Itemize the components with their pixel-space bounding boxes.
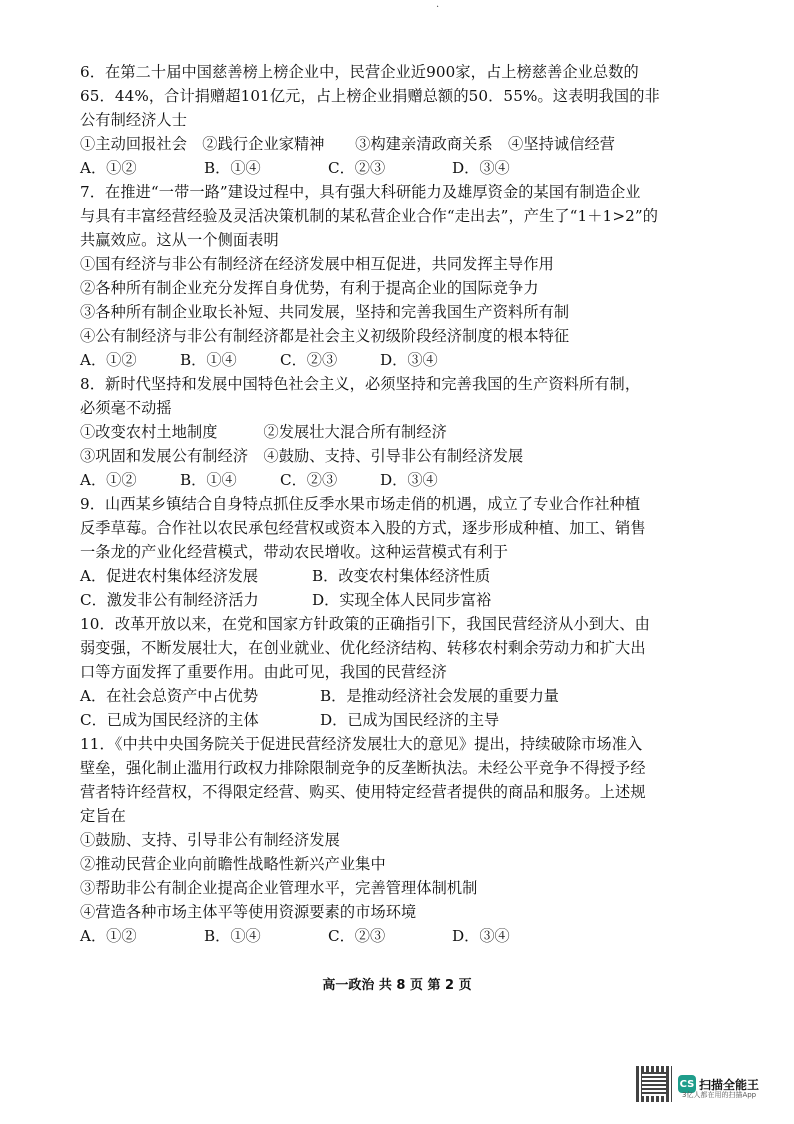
- statement-line: ③帮助非公有制企业提高企业管理水平，完善管理体制机制: [80, 879, 478, 897]
- question-text-line: 与具有丰富经营经验及灵活决策机制的某私营企业合作“走出去”，产生了“1＋1>2”的: [80, 207, 659, 225]
- option-a: A．①②: [80, 351, 137, 369]
- question-text-line: 公有制经济人士: [80, 111, 188, 129]
- statement-line: ①国有经济与非公有制经济在经济发展中相互促进，共同发挥主导作用: [80, 255, 554, 273]
- question-9: [80, 492, 720, 612]
- answer-options: [80, 924, 720, 948]
- page-footer: 高一政治 共 8 页 第 2 页: [322, 978, 472, 993]
- option-c: C．已成为国民经济的主体: [80, 711, 259, 729]
- statement-line: ③各种所有制企业取长补短、共同发展，坚持和完善我国生产资料所有制: [80, 303, 570, 321]
- question-text-line: 共赢效应。这从一个侧面表明: [80, 231, 279, 249]
- watermark-subtitle: 3亿人都在用的扫描App: [682, 1091, 757, 1099]
- qr-code-icon: [636, 1066, 672, 1102]
- option-c: C．激发非公有制经济活力: [80, 591, 259, 609]
- question-6: [80, 60, 720, 180]
- option-a: A．在社会总资产中占优势: [80, 687, 259, 705]
- question-text-line: 壁垒，强化制止滥用行政权力排除限制竞争的反垄断执法。未经公平竞争不得授予经: [80, 759, 646, 777]
- statement-line: ④营造各种市场主体平等使用资源要素的市场环境: [80, 903, 417, 921]
- answer-options-row: [80, 588, 720, 612]
- option-b: B．①④: [204, 927, 261, 945]
- scanner-watermark: [636, 1066, 759, 1102]
- option-d: D．③④: [380, 471, 438, 489]
- question-text-line: 10．改革开放以来，在党和国家方针政策的正确指引下，我国民营经济从小到大、由: [80, 615, 650, 633]
- question-text-line: 定旨在: [80, 807, 126, 825]
- statement-line: ③巩固和发展公有制经济 ④鼓励、支持、引导非公有制经济发展: [80, 447, 524, 465]
- question-text-line: 弱变强，不断发展壮大，在创业就业、优化经济结构、转移农村剩余劳动力和扩大出: [80, 639, 646, 657]
- option-d: D．③④: [452, 927, 510, 945]
- question-11: [80, 732, 720, 948]
- answer-options: [80, 156, 720, 180]
- statement-line: ①改变农村土地制度 ②发展壮大混合所有制经济: [80, 423, 447, 441]
- option-b: B．是推动经济社会发展的重要力量: [320, 687, 559, 705]
- question-text-line: 营者特许经营权，不得限定经营、购买、使用特定经营者提供的商品和服务。上述规: [80, 783, 646, 801]
- answer-options-row: [80, 564, 720, 588]
- question-text-line: 口等方面发挥了重要作用。由此可见，我国的民营经济: [80, 663, 447, 681]
- option-a: A．①②: [80, 471, 137, 489]
- statement-line: ①主动回报社会 ②践行企业家精神 ③构建亲清政商关系 ④坚持诚信经营: [80, 135, 616, 153]
- answer-options-row: [80, 684, 720, 708]
- answer-options: [80, 468, 720, 492]
- option-b: B．改变农村集体经济性质: [312, 567, 491, 585]
- option-a: A．促进农村集体经济发展: [80, 567, 259, 585]
- option-d: D．③④: [380, 351, 438, 369]
- watermark-brand: 扫描全能王: [699, 1077, 760, 1092]
- question-text-line: 9．山西某乡镇结合自身特点抓住反季水果市场走俏的机遇，成立了专业合作社种植: [80, 495, 641, 513]
- option-b: B．①④: [180, 471, 237, 489]
- statement-line: ②推动民营企业向前瞻性战略性新兴产业集中: [80, 855, 386, 873]
- option-a: A．①②: [80, 927, 137, 945]
- option-b: B．①④: [204, 159, 261, 177]
- question-text-line: 一条龙的产业化经营模式，带动农民增收。这种运营模式有利于: [80, 543, 509, 561]
- option-d: D．实现全体人民同步富裕: [312, 591, 492, 609]
- option-d: D．已成为国民经济的主导: [320, 711, 500, 729]
- question-text-line: 65．44%，合计捐赠超101亿元，占上榜企业捐赠总额的50．55%。这表明我国的非: [80, 87, 660, 105]
- question-7: [80, 180, 720, 372]
- question-text-line: 7．在推进“一带一路”建设过程中，具有强大科研能力及雄厚资金的某国有制造企业: [80, 183, 641, 201]
- question-8: [80, 372, 720, 492]
- option-a: A．①②: [80, 159, 137, 177]
- statement-line: ②各种所有制企业充分发挥自身优势，有利于提高企业的国际竞争力: [80, 279, 539, 297]
- question-10: [80, 612, 720, 732]
- statement-line: ①鼓励、支持、引导非公有制经济发展: [80, 831, 340, 849]
- option-d: D．③④: [452, 159, 510, 177]
- option-c: C．②③: [280, 351, 338, 369]
- answer-options-row: [80, 708, 720, 732]
- question-list: [80, 60, 720, 948]
- top-mark: ·: [436, 2, 440, 13]
- question-text-line: 必须毫不动摇: [80, 399, 172, 417]
- question-text-line: 8．新时代坚持和发展中国特色社会主义，必须坚持和完善我国的生产资料所有制，: [80, 375, 641, 393]
- question-text-line: 反季草莓。合作社以农民承包经营权或资本入股的方式，逐步形成种植、加工、销售: [80, 519, 646, 537]
- answer-options: [80, 348, 720, 372]
- option-b: B．①④: [180, 351, 237, 369]
- option-c: C．②③: [328, 159, 386, 177]
- option-c: C．②③: [280, 471, 338, 489]
- statement-line: ④公有制经济与非公有制经济都是社会主义初级阶段经济制度的根本特征: [80, 327, 570, 345]
- cs-logo-icon: CS: [678, 1075, 696, 1093]
- question-text-line: 11．《中共中央国务院关于促进民营经济发展壮大的意见》提出，持续破除市场准入: [80, 735, 643, 753]
- option-c: C．②③: [328, 927, 386, 945]
- question-text-line: 6．在第二十届中国慈善榜上榜企业中，民营企业近900家，占上榜慈善企业总数的: [80, 63, 639, 81]
